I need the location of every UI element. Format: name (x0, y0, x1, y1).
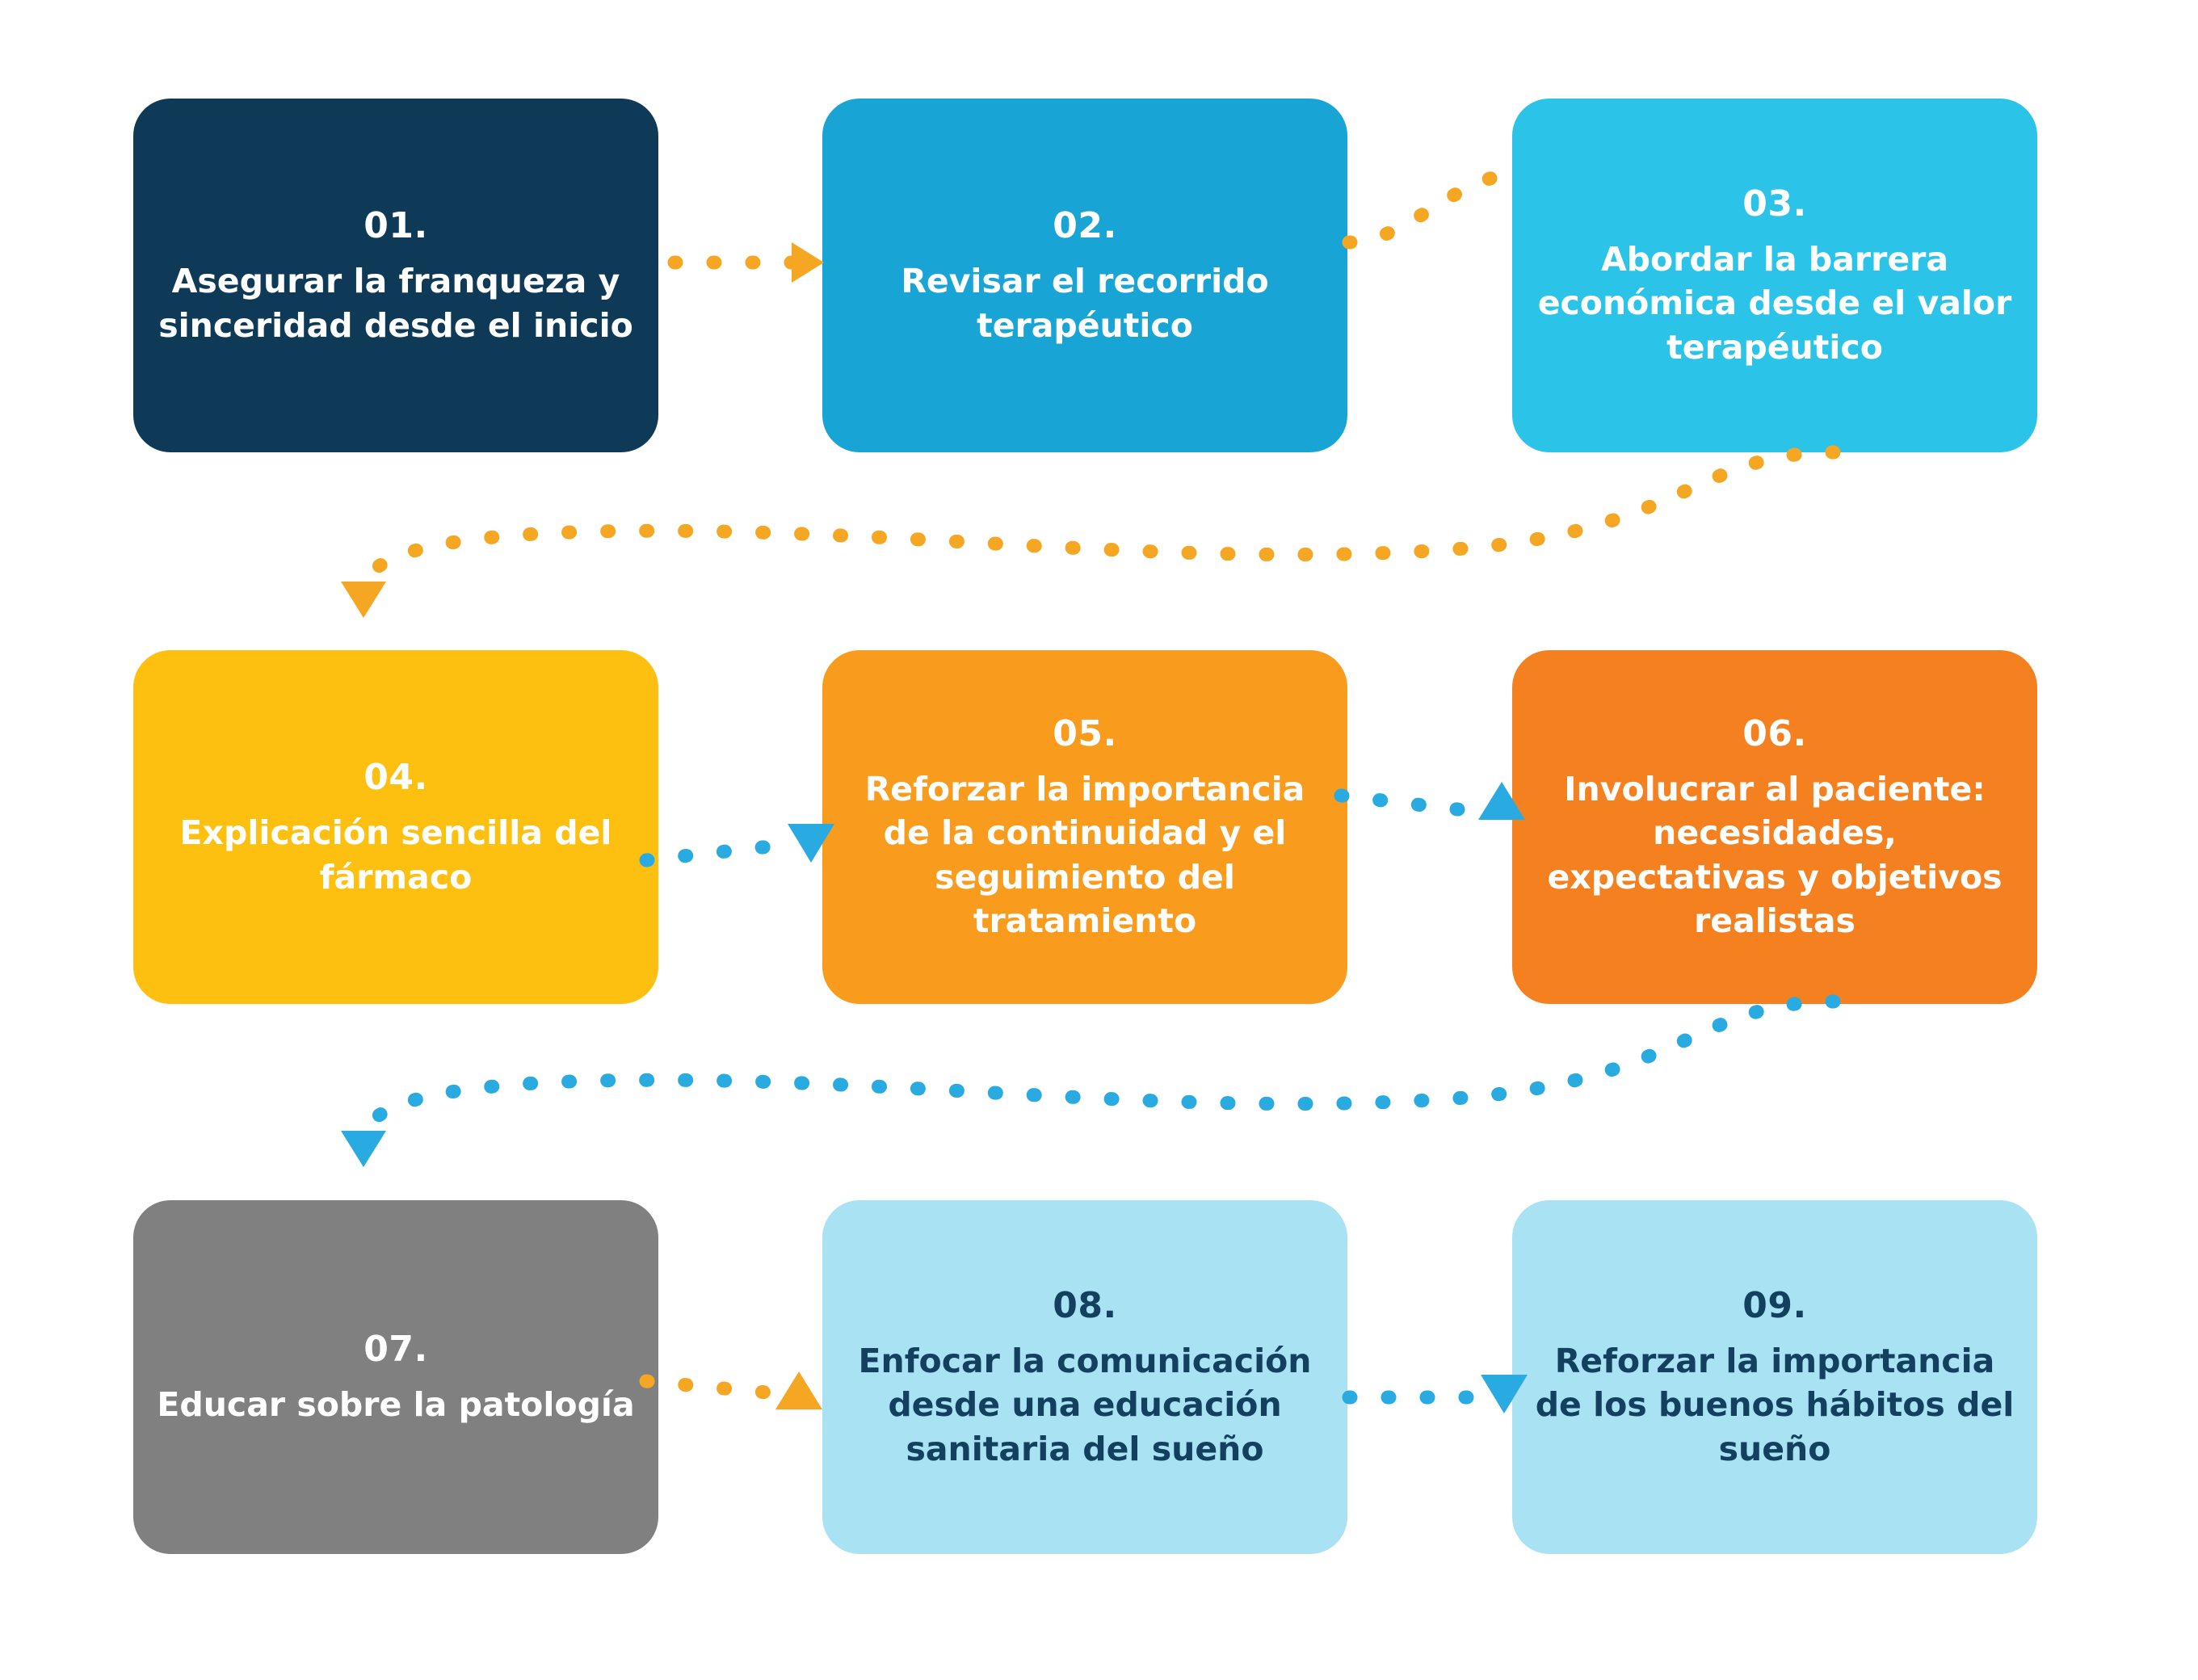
arrow-head-icon (341, 1131, 386, 1167)
arrow-head-icon (341, 582, 386, 618)
connector-04-to-05 (638, 808, 840, 897)
connector-03-to-04 (323, 444, 1842, 646)
step-card-04[interactable] (133, 650, 658, 1004)
step-number: 06. (1742, 713, 1807, 755)
step-number: 05. (1053, 713, 1117, 755)
step-card-08[interactable] (822, 1200, 1347, 1554)
connector-05-to-06 (1333, 759, 1535, 848)
connector-06-to-07 (323, 993, 1842, 1195)
step-text: Enfocar la comunicación desde una educación sanitaria del sueño (858, 1342, 1312, 1468)
step-text: Explicación sencilla del fármaco (179, 813, 612, 897)
step-card-01[interactable] (133, 99, 658, 452)
step-number: 07. (364, 1329, 428, 1371)
step-card-09[interactable] (1512, 1200, 2037, 1554)
step-text: Reforzar la importancia de la continuidad y el seguimiento del tratamiento (864, 770, 1305, 940)
step-text: Revisar el recorrido terapéutico (901, 262, 1269, 345)
step-number: 02. (1053, 205, 1117, 247)
step-text: Asegurar la franqueza y sinceridad desde el inicio (158, 262, 633, 345)
step-card-06[interactable] (1512, 650, 2037, 1004)
arrow-head-icon (792, 242, 824, 283)
step-number: 03. (1742, 183, 1807, 225)
step-card-03[interactable] (1512, 99, 2037, 452)
step-number: 08. (1053, 1285, 1117, 1327)
step-number: 09. (1742, 1285, 1807, 1327)
step-text: Abordar la barrera económica desde el valor terapéutico (1537, 240, 2012, 367)
step-number: 01. (364, 205, 428, 247)
connector-01-to-02 (670, 234, 832, 315)
connector-02-to-03 (1341, 145, 1527, 275)
step-number: 04. (364, 757, 428, 799)
arrow-head-icon (775, 1371, 822, 1409)
connector-07-to-08 (638, 1341, 840, 1438)
step-card-07[interactable] (133, 1200, 658, 1554)
step-card-05[interactable] (822, 650, 1347, 1004)
step-text: Educar sobre la patología (157, 1385, 635, 1425)
step-text: Involucrar al paciente: necesidades, expectativas y objetivos realistas (1547, 770, 2003, 940)
step-card-02[interactable] (822, 99, 1347, 452)
step-text: Reforzar la importancia de los buenos hábitos del sueño (1535, 1342, 2015, 1468)
